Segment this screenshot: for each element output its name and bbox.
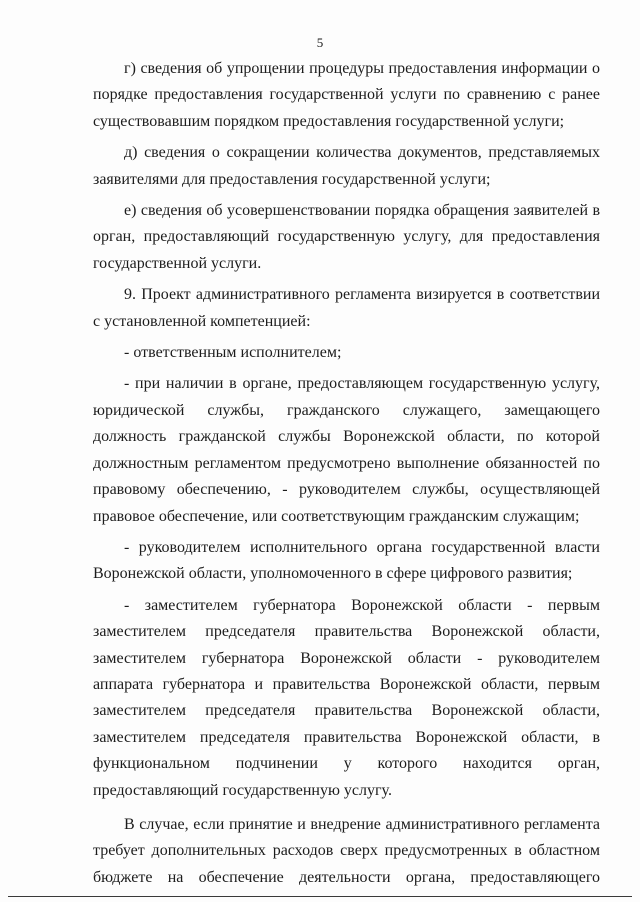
paragraph-responsible-executor: - ответственным исполнителем; bbox=[124, 344, 342, 362]
paragraph-additional-expenses: В случае, если принятие и внедрение административного регламента требует дополнительных расходов сверх предусмотренных в областном бюджете на обеспечение деятельности органа, предоставляющего bbox=[93, 815, 600, 886]
page-bottom-edge bbox=[8, 896, 632, 897]
paragraph-legal-service: - при наличии в органе, предоставляющем государственную услугу, юридической службы, гражданского служащего, замещающего должность гражданской службы Воронежской области, по которой должностным регламентом предусмотрено выполнение обязанностей по правовому обеспечению, - руководителем службы, осуществляющей правовое обеспечение, или соответствующим гражданским служащим; bbox=[93, 375, 600, 525]
document-body bbox=[93, 56, 600, 891]
page-number: 5 bbox=[316, 35, 324, 50]
paragraph-deputy-governor: - заместителем губернатора Воронежской области - первым заместителем председателя правительства Воронежской области, заместителем губернатора Воронежской области - руководителем аппарата губернатора и правительства Воронежской области, первым заместителем председателя правительства Воронежской области, заместителем председателя правительства Воронежской области, в функциональном подчинении у которого находится орган, предоставляющий государственную услугу. bbox=[93, 596, 600, 799]
paragraph-digital-development-head: - руководителем исполнительного органа государственной власти Воронежской области, уполномоченного в сфере цифрового развития; bbox=[93, 538, 600, 583]
paragraph-item-d: д) сведения о сокращении количества документов, представляемых заявителями для предоставления государственной услуги; bbox=[93, 144, 600, 188]
paragraph-item-e: е) сведения об усовершенствовании порядка обращения заявителей в орган, предоставляющий государственную услугу, для предоставления государственной услуги. bbox=[93, 202, 600, 272]
paragraph-clause-9: 9. Проект административного регламента визируется в соответствии с установленной компетенцией: bbox=[93, 286, 600, 330]
paragraph-item-g: г) сведения об упрощении процедуры предоставления информации о порядке предоставления государственной услуги по сравнению с ранее существовавшим порядком предоставления государственной услуги; bbox=[93, 60, 600, 130]
